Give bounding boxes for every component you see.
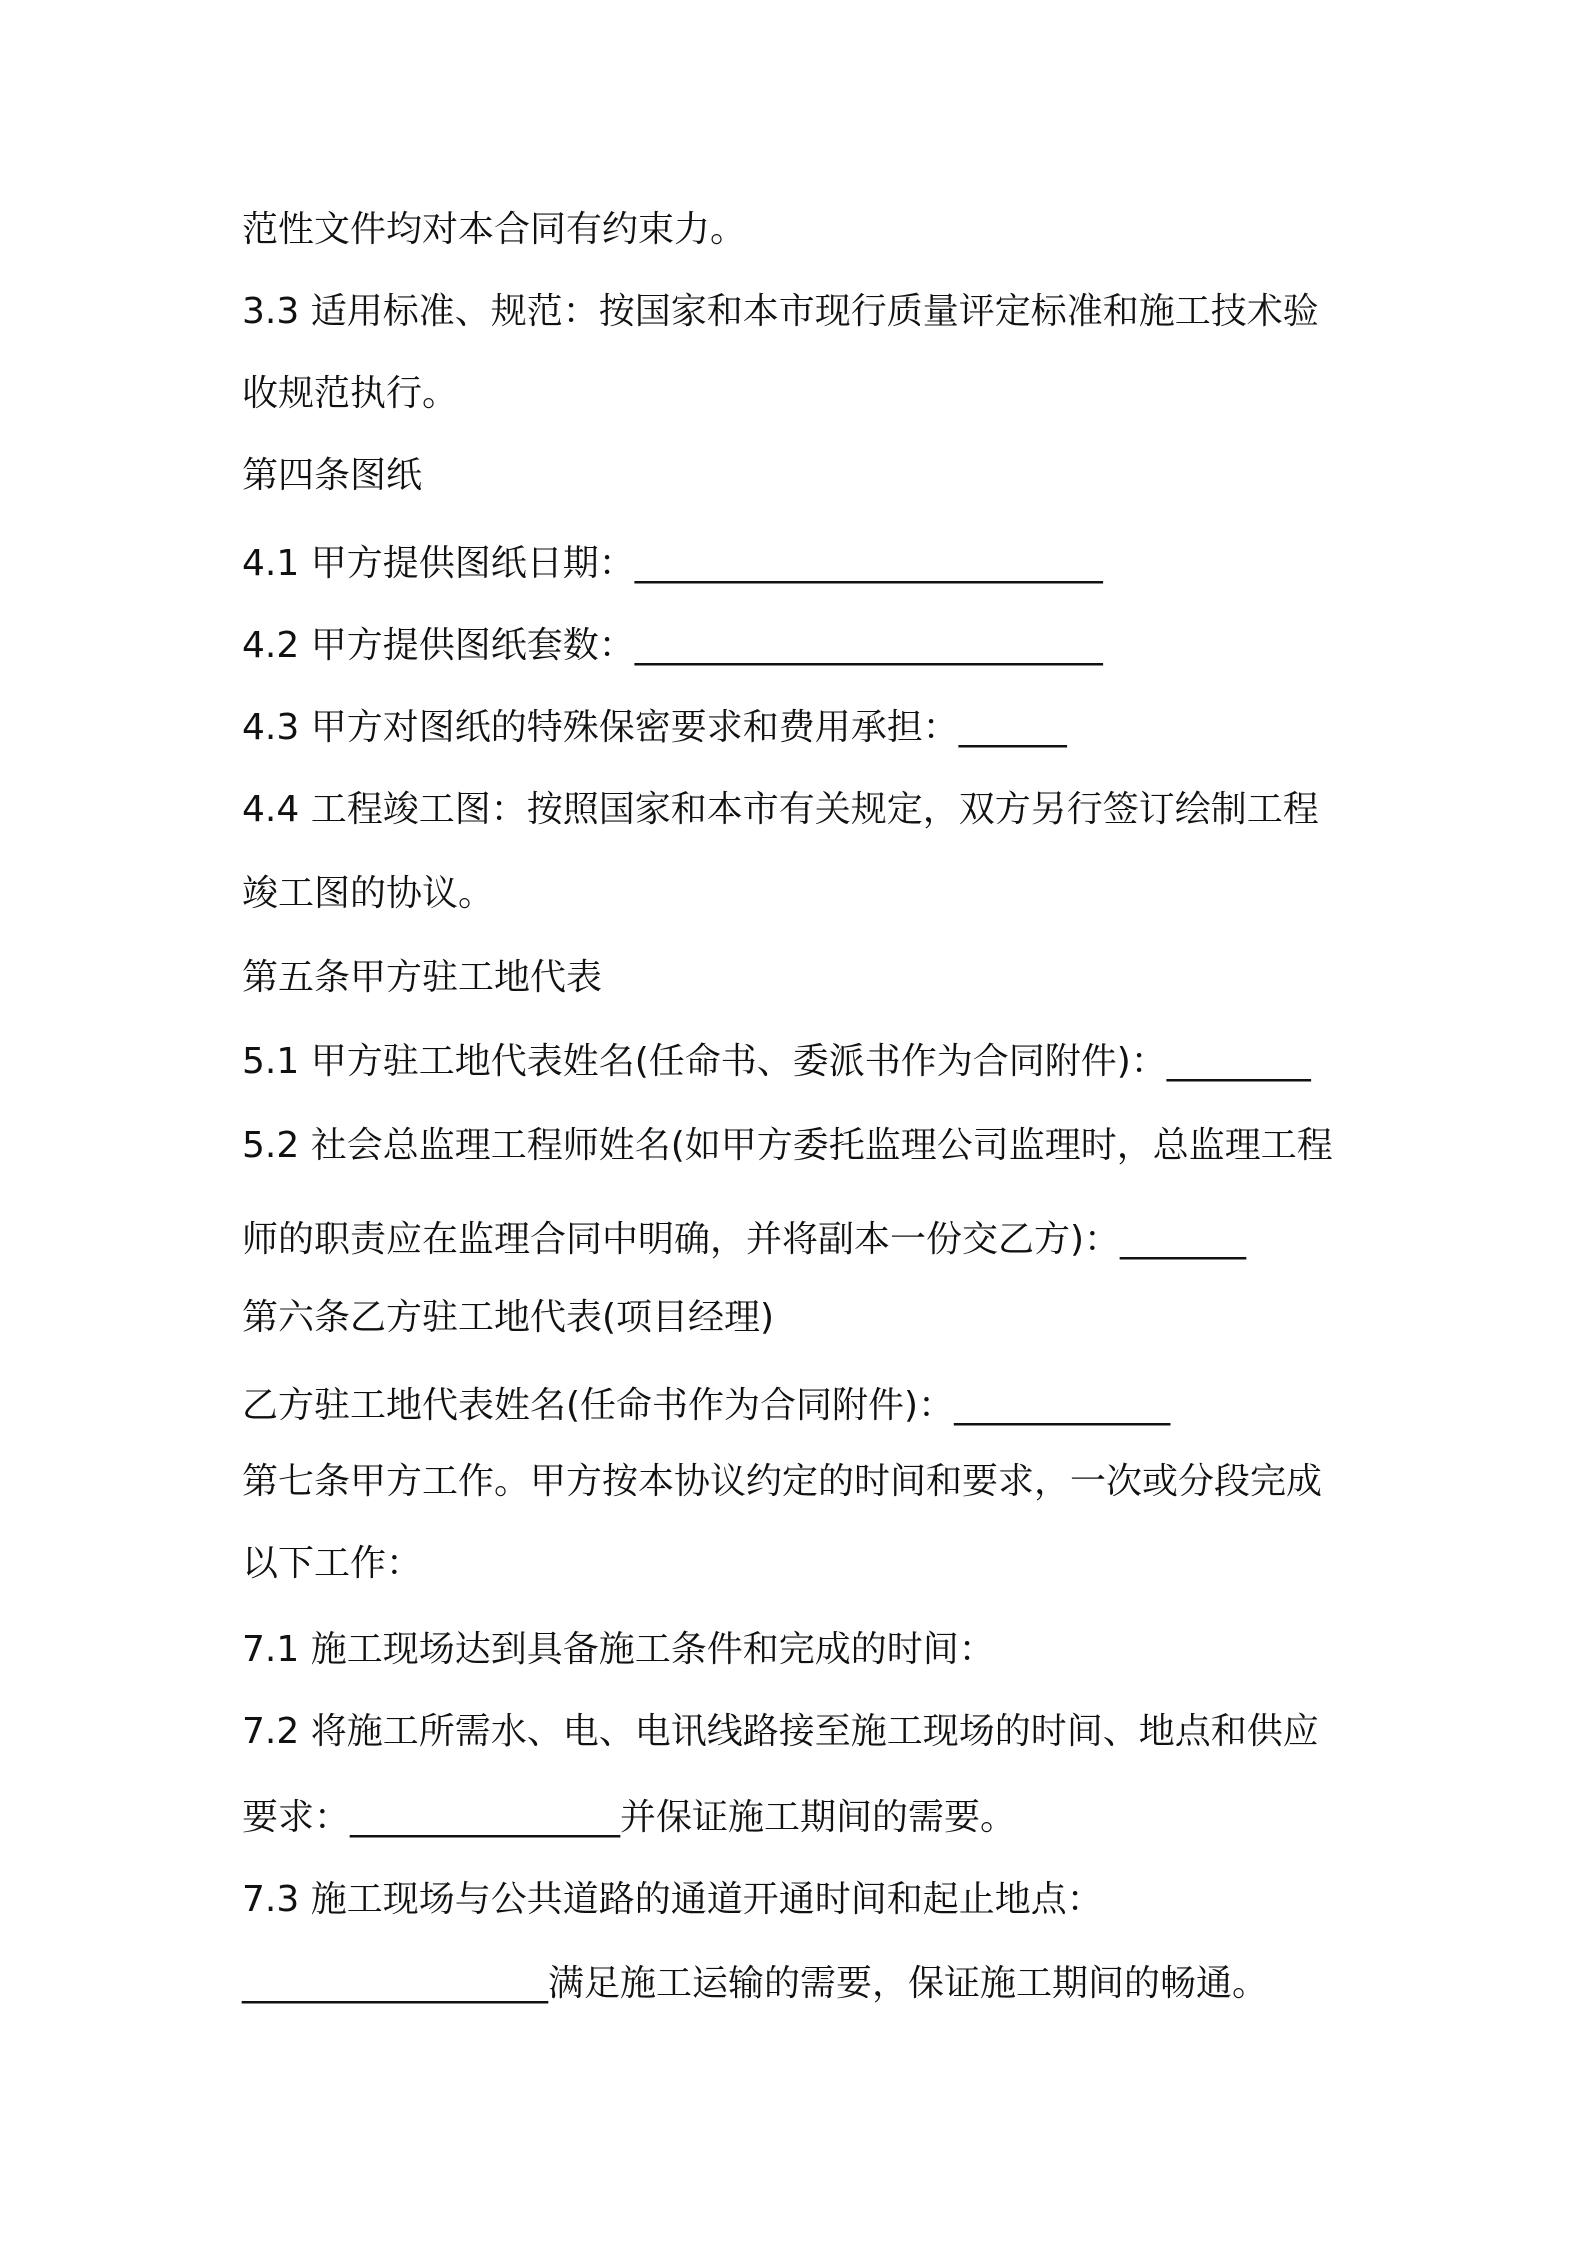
text-line: 3.3 适用标准、规范：按国家和本市现行质量评定标准和施工技术验 bbox=[242, 291, 1319, 332]
text-line: 范性文件均对本合同有约束力。 bbox=[242, 209, 747, 250]
section-heading: 第五条甲方驻工地代表 bbox=[242, 957, 603, 998]
text-line: 4.2 甲方提供图纸套数：__________________________ bbox=[242, 625, 1103, 666]
text-line: 竣工图的协议。 bbox=[242, 873, 495, 914]
text-line: 以下工作： bbox=[242, 1543, 423, 1584]
section-heading: 第七条甲方工作。甲方按本协议约定的时间和要求，一次或分段完成 bbox=[242, 1461, 1323, 1502]
text-line: 5.1 甲方驻工地代表姓名(任命书、委派书作为合同附件)：________ bbox=[242, 1041, 1311, 1082]
text-line: 师的职责应在监理合同中明确，并将副本一份交乙方)：_______ bbox=[242, 1219, 1247, 1260]
text-line: 4.3 甲方对图纸的特殊保密要求和费用承担：______ bbox=[242, 707, 1067, 748]
text-line: 4.1 甲方提供图纸日期：__________________________ bbox=[242, 543, 1103, 584]
text-line: 7.1 施工现场达到具备施工条件和完成的时间： bbox=[242, 1629, 995, 1670]
text-line: 7.3 施工现场与公共道路的通道开通时间和起止地点： bbox=[242, 1879, 1103, 1920]
text-line: 4.4 工程竣工图：按照国家和本市有关规定，双方另行签订绘制工程 bbox=[242, 789, 1319, 830]
text-line: 要求：_______________并保证施工期间的需要。 bbox=[242, 1797, 1017, 1838]
text-line: 乙方驻工地代表姓名(任命书作为合同附件)：____________ bbox=[242, 1385, 1171, 1426]
text-line: 收规范执行。 bbox=[242, 373, 459, 414]
text-line: 7.2 将施工所需水、电、电讯线路接至施工现场的时间、地点和供应 bbox=[242, 1711, 1319, 1752]
text-line: 5.2 社会总监理工程师姓名(如甲方委托监理公司监理时，总监理工程 bbox=[242, 1125, 1333, 1166]
text-line: _________________满足施工运输的需要，保证施工期间的畅通。 bbox=[242, 1963, 1269, 2004]
section-heading: 第四条图纸 bbox=[242, 455, 423, 496]
section-heading: 第六条乙方驻工地代表(项目经理) bbox=[242, 1297, 775, 1338]
